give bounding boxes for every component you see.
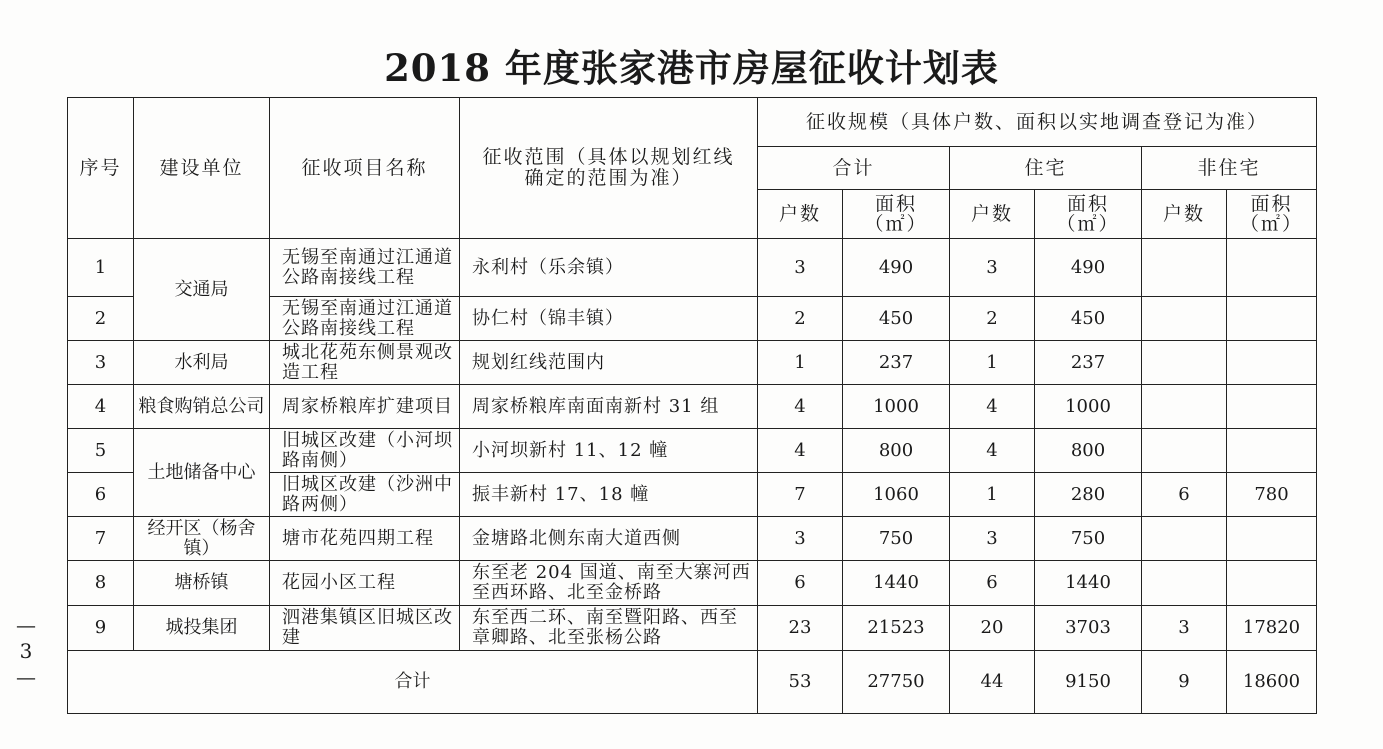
total-area-cell: 237 bbox=[843, 341, 950, 385]
project-cell: 泗港集镇区旧城区改建 bbox=[270, 606, 460, 651]
seq-cell: 9 bbox=[68, 606, 134, 651]
residential-households-cell: 6 bbox=[950, 561, 1035, 606]
expropriation-plan-table bbox=[67, 97, 1317, 714]
document-title: 2018 年度张家港市房屋征收计划表 bbox=[384, 46, 999, 90]
residential-area-cell: 490 bbox=[1035, 239, 1142, 297]
project-cell: 城北花苑东侧景观改造工程 bbox=[270, 341, 460, 385]
residential-area-cell: 450 bbox=[1035, 297, 1142, 341]
total-households-cell: 53 bbox=[758, 651, 843, 714]
total-households-cell: 3 bbox=[758, 517, 843, 561]
total-row bbox=[68, 651, 1317, 714]
range-cell: 振丰新村 17、18 幢 bbox=[460, 473, 758, 517]
nonresidential-households-cell bbox=[1142, 429, 1227, 473]
residential-area-cell: 750 bbox=[1035, 517, 1142, 561]
nonresidential-area-cell: 17820 bbox=[1227, 606, 1317, 651]
seq-cell: 1 bbox=[68, 239, 134, 297]
range-cell: 协仁村（锦丰镇） bbox=[460, 297, 758, 341]
header-nonresidential: 非住宅 bbox=[1142, 147, 1317, 190]
range-cell: 金塘路北侧东南大道西侧 bbox=[460, 517, 758, 561]
residential-households-cell: 4 bbox=[950, 429, 1035, 473]
table-row bbox=[68, 561, 1317, 606]
nonresidential-households-cell: 3 bbox=[1142, 606, 1227, 651]
total-area-cell: 1440 bbox=[843, 561, 950, 606]
total-households-cell: 23 bbox=[758, 606, 843, 651]
unit-cell: 交通局 bbox=[134, 239, 270, 341]
header-area: 面积 （㎡） bbox=[843, 190, 950, 239]
total-area-cell: 1060 bbox=[843, 473, 950, 517]
unit-cell: 土地储备中心 bbox=[134, 429, 270, 517]
total-label: 合计 bbox=[68, 651, 758, 714]
table-row bbox=[68, 606, 1317, 651]
residential-area-cell: 280 bbox=[1035, 473, 1142, 517]
total-households-cell: 3 bbox=[758, 239, 843, 297]
total-households-cell: 6 bbox=[758, 561, 843, 606]
nonresidential-households-cell bbox=[1142, 297, 1227, 341]
header-residential: 住宅 bbox=[950, 147, 1142, 190]
header-households: 户数 bbox=[758, 190, 843, 239]
nonresidential-households-cell bbox=[1142, 561, 1227, 606]
nonresidential-area-cell bbox=[1227, 297, 1317, 341]
total-area-cell: 450 bbox=[843, 297, 950, 341]
total-households-cell: 1 bbox=[758, 341, 843, 385]
unit-cell: 经开区（杨舍镇） bbox=[134, 517, 270, 561]
residential-area-cell: 1000 bbox=[1035, 385, 1142, 429]
residential-households-cell: 44 bbox=[950, 651, 1035, 714]
header-area: 面积 （㎡） bbox=[1227, 190, 1317, 239]
unit-cell: 粮食购销总公司 bbox=[134, 385, 270, 429]
nonresidential-area-cell bbox=[1227, 517, 1317, 561]
header-total: 合计 bbox=[758, 147, 950, 190]
project-cell: 无锡至南通过江通道公路南接线工程 bbox=[270, 297, 460, 341]
table-row bbox=[68, 429, 1317, 473]
nonresidential-area-cell: 18600 bbox=[1227, 651, 1317, 714]
unit-cell: 城投集团 bbox=[134, 606, 270, 651]
seq-cell: 5 bbox=[68, 429, 134, 473]
total-households-cell: 7 bbox=[758, 473, 843, 517]
total-area-cell: 490 bbox=[843, 239, 950, 297]
header-households: 户数 bbox=[1142, 190, 1227, 239]
project-cell: 旧城区改建（沙洲中路两侧） bbox=[270, 473, 460, 517]
project-cell: 无锡至南通过江通道公路南接线工程 bbox=[270, 239, 460, 297]
total-area-cell: 750 bbox=[843, 517, 950, 561]
range-cell: 东至老 204 国道、南至大寨河西至西环路、北至金桥路 bbox=[460, 561, 758, 606]
page-number: — 3 — bbox=[16, 613, 36, 689]
nonresidential-households-cell bbox=[1142, 517, 1227, 561]
total-area-cell: 800 bbox=[843, 429, 950, 473]
nonresidential-households-cell: 6 bbox=[1142, 473, 1227, 517]
nonresidential-households-cell bbox=[1142, 341, 1227, 385]
residential-area-cell: 1440 bbox=[1035, 561, 1142, 606]
residential-households-cell: 3 bbox=[950, 239, 1035, 297]
total-households-cell: 4 bbox=[758, 429, 843, 473]
seq-cell: 8 bbox=[68, 561, 134, 606]
header-unit: 建设单位 bbox=[134, 98, 270, 239]
range-cell: 东至西二环、南至暨阳路、西至章卿路、北至张杨公路 bbox=[460, 606, 758, 651]
table-row bbox=[68, 517, 1317, 561]
project-cell: 塘市花苑四期工程 bbox=[270, 517, 460, 561]
total-area-cell: 27750 bbox=[843, 651, 950, 714]
range-cell: 永利村（乐余镇） bbox=[460, 239, 758, 297]
project-cell: 花园小区工程 bbox=[270, 561, 460, 606]
residential-households-cell: 1 bbox=[950, 341, 1035, 385]
range-cell: 周家桥粮库南面南新村 31 组 bbox=[460, 385, 758, 429]
table-row bbox=[68, 341, 1317, 385]
residential-area-cell: 9150 bbox=[1035, 651, 1142, 714]
table-row bbox=[68, 239, 1317, 297]
header-area: 面积 （㎡） bbox=[1035, 190, 1142, 239]
seq-cell: 3 bbox=[68, 341, 134, 385]
header-seq: 序号 bbox=[68, 98, 134, 239]
total-area-cell: 21523 bbox=[843, 606, 950, 651]
header-range: 征收范围（具体以规划红线确定的范围为准） bbox=[460, 98, 758, 239]
nonresidential-area-cell bbox=[1227, 385, 1317, 429]
residential-households-cell: 4 bbox=[950, 385, 1035, 429]
seq-cell: 6 bbox=[68, 473, 134, 517]
nonresidential-area-cell bbox=[1227, 561, 1317, 606]
total-households-cell: 2 bbox=[758, 297, 843, 341]
range-cell: 小河坝新村 11、12 幢 bbox=[460, 429, 758, 473]
residential-area-cell: 800 bbox=[1035, 429, 1142, 473]
residential-households-cell: 2 bbox=[950, 297, 1035, 341]
seq-cell: 2 bbox=[68, 297, 134, 341]
unit-cell: 水利局 bbox=[134, 341, 270, 385]
range-cell: 规划红线范围内 bbox=[460, 341, 758, 385]
seq-cell: 7 bbox=[68, 517, 134, 561]
nonresidential-households-cell bbox=[1142, 385, 1227, 429]
nonresidential-area-cell bbox=[1227, 239, 1317, 297]
residential-area-cell: 3703 bbox=[1035, 606, 1142, 651]
header-households: 户数 bbox=[950, 190, 1035, 239]
nonresidential-households-cell: 9 bbox=[1142, 651, 1227, 714]
nonresidential-households-cell bbox=[1142, 239, 1227, 297]
residential-households-cell: 3 bbox=[950, 517, 1035, 561]
seq-cell: 4 bbox=[68, 385, 134, 429]
table-row bbox=[68, 385, 1317, 429]
project-cell: 周家桥粮库扩建项目 bbox=[270, 385, 460, 429]
total-area-cell: 1000 bbox=[843, 385, 950, 429]
header-scale: 征收规模（具体户数、面积以实地调查登记为准） bbox=[758, 98, 1317, 147]
residential-households-cell: 1 bbox=[950, 473, 1035, 517]
nonresidential-area-cell bbox=[1227, 341, 1317, 385]
header-project: 征收项目名称 bbox=[270, 98, 460, 239]
unit-cell: 塘桥镇 bbox=[134, 561, 270, 606]
residential-households-cell: 20 bbox=[950, 606, 1035, 651]
nonresidential-area-cell: 780 bbox=[1227, 473, 1317, 517]
total-households-cell: 4 bbox=[758, 385, 843, 429]
residential-area-cell: 237 bbox=[1035, 341, 1142, 385]
nonresidential-area-cell bbox=[1227, 429, 1317, 473]
project-cell: 旧城区改建（小河坝路南侧） bbox=[270, 429, 460, 473]
